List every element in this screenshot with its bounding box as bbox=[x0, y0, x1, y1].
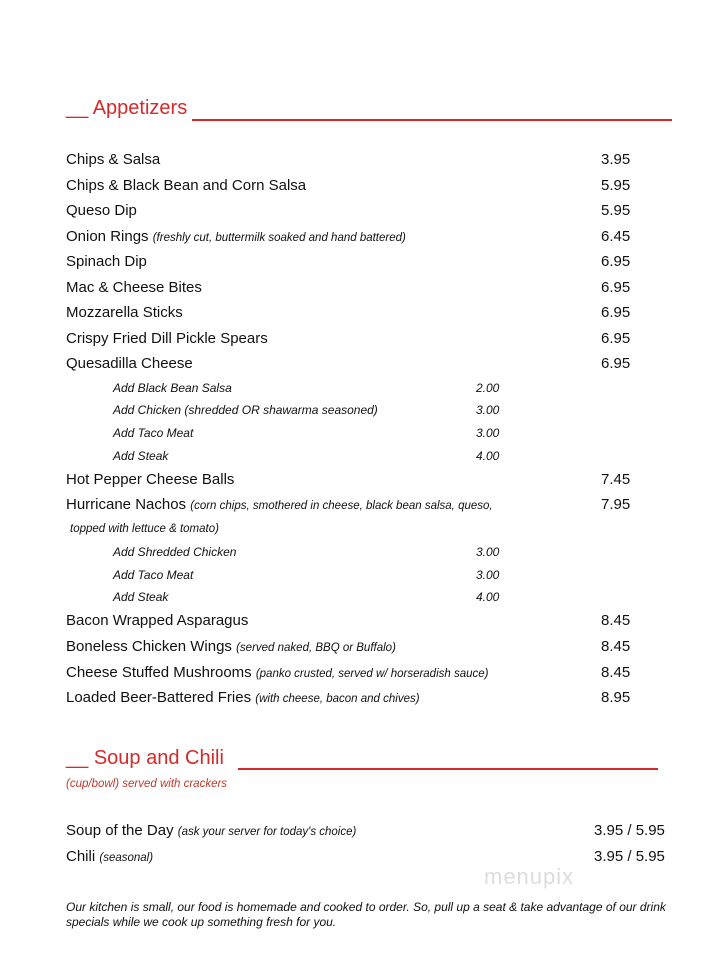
menu-item bbox=[0, 253, 716, 271]
item-description: (ask your server for today's choice) bbox=[177, 826, 357, 838]
item-name bbox=[66, 612, 248, 630]
item-label: Crispy Fried Dill Pickle Spears bbox=[66, 330, 268, 347]
item-description: (freshly cut, buttermilk soaked and hand battered) bbox=[152, 232, 406, 244]
item-label: Loaded Beer-Battered Fries bbox=[66, 689, 252, 706]
item-name bbox=[66, 822, 356, 841]
menu-item bbox=[0, 202, 716, 220]
item-name bbox=[113, 588, 168, 606]
menu-item-continued bbox=[0, 520, 716, 538]
item-price: 3.00 bbox=[476, 545, 500, 559]
item-label: Add Taco Meat bbox=[113, 426, 194, 440]
item-label: Bacon Wrapped Asparagus bbox=[66, 612, 249, 629]
menu-item bbox=[0, 471, 716, 489]
item-description: (corn chips, smothered in cheese, black bean salsa, queso, bbox=[190, 500, 493, 512]
footer-note: Our kitchen is small, our food is homemade and cooked to order. So, pull up a seat & take advantage of our drink specials while we cook up something fresh for you. bbox=[66, 900, 666, 929]
soup-note: (cup/bowl) served with crackers bbox=[66, 778, 228, 790]
menu-item bbox=[0, 279, 716, 297]
item-label: Add Black Bean Salsa bbox=[113, 381, 232, 395]
item-name bbox=[66, 638, 396, 657]
item-name bbox=[66, 279, 202, 297]
item-price: 6.95 bbox=[601, 330, 631, 347]
item-name bbox=[66, 253, 147, 271]
item-name bbox=[66, 304, 183, 322]
item-price: 3.95 / 5.95 bbox=[594, 822, 665, 839]
item-name bbox=[113, 543, 236, 561]
item-price: 5.95 bbox=[601, 202, 631, 219]
item-label: Hurricane Nachos bbox=[66, 496, 187, 513]
addon-item bbox=[0, 566, 716, 584]
menu-item bbox=[0, 664, 716, 682]
item-label: Add Shredded Chicken bbox=[113, 545, 237, 559]
item-name bbox=[113, 566, 193, 584]
item-price: 3.00 bbox=[476, 568, 500, 582]
item-label: Chips & Salsa bbox=[66, 151, 161, 168]
item-name bbox=[66, 664, 489, 683]
item-price: 6.45 bbox=[601, 228, 631, 245]
menu-item bbox=[0, 355, 716, 373]
menu-item bbox=[0, 228, 716, 246]
item-price: 4.00 bbox=[476, 590, 500, 604]
item-price: 8.45 bbox=[601, 664, 631, 681]
addon-item bbox=[0, 401, 716, 419]
item-price: 4.00 bbox=[476, 449, 500, 463]
menu-item bbox=[0, 177, 716, 195]
menu-item bbox=[0, 822, 716, 840]
item-label: Cheese Stuffed Mushrooms bbox=[66, 664, 252, 681]
item-price: 7.95 bbox=[601, 496, 631, 513]
addon-item bbox=[0, 543, 716, 561]
item-price: 8.45 bbox=[601, 612, 631, 629]
item-price: 3.95 / 5.95 bbox=[594, 848, 665, 865]
item-name bbox=[66, 848, 153, 867]
item-label: Add Chicken (shredded OR shawarma seasoned) bbox=[113, 403, 378, 417]
header-underline bbox=[192, 119, 672, 121]
item-label: Quesadilla Cheese bbox=[66, 355, 193, 372]
item-description: topped with lettuce & tomato) bbox=[70, 523, 219, 535]
item-name bbox=[113, 424, 193, 442]
item-price: 3.95 bbox=[601, 151, 631, 168]
item-name bbox=[66, 202, 137, 220]
menu-item bbox=[0, 689, 716, 707]
item-description: (with cheese, bacon and chives) bbox=[255, 693, 420, 705]
item-name bbox=[113, 447, 168, 465]
item-price: 6.95 bbox=[601, 304, 631, 321]
item-label: Add Steak bbox=[113, 449, 169, 463]
addon-item bbox=[0, 379, 716, 397]
item-label: Boneless Chicken Wings bbox=[66, 638, 232, 655]
item-name bbox=[113, 379, 232, 397]
item-name bbox=[66, 471, 234, 489]
item-label: Mozzarella Sticks bbox=[66, 304, 183, 321]
item-label: Spinach Dip bbox=[66, 253, 147, 270]
item-description: (seasonal) bbox=[99, 852, 154, 864]
item-price: 5.95 bbox=[601, 177, 631, 194]
item-label: Chili bbox=[66, 848, 96, 865]
item-price: 8.45 bbox=[601, 638, 631, 655]
item-label: Add Steak bbox=[113, 590, 169, 604]
item-price: 7.45 bbox=[601, 471, 631, 488]
addon-item bbox=[0, 424, 716, 442]
item-name bbox=[66, 151, 160, 169]
item-label: Onion Rings bbox=[66, 228, 149, 245]
menu-item bbox=[0, 304, 716, 322]
addon-item bbox=[0, 447, 716, 465]
item-name bbox=[66, 355, 193, 373]
item-name bbox=[66, 496, 493, 515]
menu-item bbox=[0, 496, 716, 514]
item-price: 3.00 bbox=[476, 403, 500, 417]
item-description: (served naked, BBQ or Buffalo) bbox=[236, 642, 396, 654]
item-price: 3.00 bbox=[476, 426, 500, 440]
item-label: Chips & Black Bean and Corn Salsa bbox=[66, 177, 307, 194]
item-price: 6.95 bbox=[601, 253, 631, 270]
menu-item bbox=[0, 848, 716, 866]
item-label: Add Taco Meat bbox=[113, 568, 194, 582]
item-name bbox=[66, 177, 306, 195]
menu-item bbox=[0, 151, 716, 169]
appetizers-header: __ Appetizers bbox=[66, 97, 188, 119]
item-label: Mac & Cheese Bites bbox=[66, 279, 202, 296]
menu-item bbox=[0, 638, 716, 656]
menu-item bbox=[0, 612, 716, 630]
menu-item bbox=[0, 330, 716, 348]
item-price: 6.95 bbox=[601, 279, 631, 296]
item-label: Hot Pepper Cheese Balls bbox=[66, 471, 235, 488]
item-price: 2.00 bbox=[476, 381, 500, 395]
item-price: 6.95 bbox=[601, 355, 631, 372]
item-price: 8.95 bbox=[601, 689, 631, 706]
addon-item bbox=[0, 588, 716, 606]
watermark: menupix bbox=[484, 864, 575, 889]
item-label: Queso Dip bbox=[66, 202, 137, 219]
item-name bbox=[66, 228, 406, 247]
item-name bbox=[66, 689, 420, 708]
header-underline bbox=[238, 768, 658, 770]
item-name bbox=[66, 330, 268, 348]
soup-header: __ Soup and Chili bbox=[66, 747, 224, 769]
item-label: Soup of the Day bbox=[66, 822, 174, 839]
item-description: (panko crusted, served w/ horseradish sauce) bbox=[255, 668, 489, 680]
item-name bbox=[113, 401, 378, 419]
